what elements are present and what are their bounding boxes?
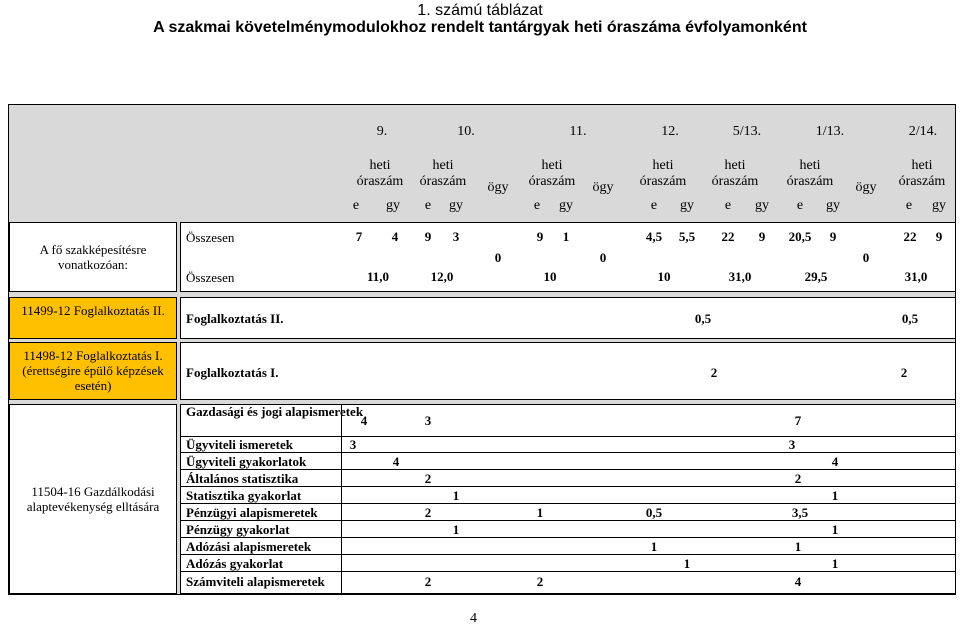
subject-hours: 2 xyxy=(900,365,908,380)
col-heti-oraszam: heti óraszám xyxy=(528,158,576,189)
col-gy: gy xyxy=(449,198,463,213)
year-5-13: 5/13. xyxy=(732,124,762,139)
col-e: e xyxy=(352,198,360,213)
row-divider xyxy=(180,571,956,572)
module-values-cell xyxy=(180,342,956,400)
module-values-cell xyxy=(180,297,956,339)
subject-hours: 2 xyxy=(794,471,802,486)
summary-value: 1 xyxy=(562,229,570,244)
row-divider xyxy=(180,554,956,555)
col-heti-oraszam: heti óraszám xyxy=(898,158,946,189)
year-11: 11. xyxy=(569,124,587,139)
row-divider xyxy=(180,469,956,470)
summary-label: A fő szakképesítésre vonatkozóan: xyxy=(39,242,147,272)
col-e: e xyxy=(724,198,732,213)
subject-hours: 1 xyxy=(831,488,839,503)
subject-hours: 1 xyxy=(536,505,544,520)
summary-value: 4,5 xyxy=(645,229,663,244)
subject-name: Foglalkoztatás II. xyxy=(186,311,284,326)
subject-hours: 4 xyxy=(794,574,802,589)
col-ogy: ögy xyxy=(487,180,509,195)
row-divider xyxy=(180,452,956,453)
subject-hours: 2 xyxy=(424,471,432,486)
table-caption: 1. számú táblázat xyxy=(417,2,543,19)
subject-hours: 4 xyxy=(831,454,839,469)
row-divider xyxy=(180,503,956,504)
page-number: 4 xyxy=(470,611,477,626)
summary-value: 5,5 xyxy=(678,229,696,244)
subject-hours: 3 xyxy=(424,413,432,428)
summary-value: 22 xyxy=(721,229,735,244)
col-gy: gy xyxy=(386,198,400,213)
summary-total: 31,0 xyxy=(728,269,752,284)
year-12: 12. xyxy=(661,124,679,139)
summary-total: 31,0 xyxy=(904,269,928,284)
summary-value: 7 xyxy=(355,229,363,244)
summary-ogy-zero: 0 xyxy=(599,250,607,265)
col-e: e xyxy=(650,198,658,213)
col-ogy: ögy xyxy=(592,180,614,195)
subject-hours: 3,5 xyxy=(791,505,809,520)
subject-hours: 2 xyxy=(536,574,544,589)
subject-hours: 1 xyxy=(831,556,839,571)
subject-hours: 3 xyxy=(788,437,796,452)
subject-name: Általános statisztika xyxy=(186,471,299,486)
subject-hours: 4 xyxy=(392,454,400,469)
col-gy: gy xyxy=(826,198,840,213)
subject-hours: 4 xyxy=(360,413,368,428)
summary-total: 29,5 xyxy=(804,269,828,284)
summary-value: 22 xyxy=(903,229,917,244)
subject-hours: 1 xyxy=(452,488,460,503)
col-divider xyxy=(341,404,342,594)
summary-value: 9 xyxy=(829,229,837,244)
summary-ogy-zero: 0 xyxy=(494,250,502,265)
summary-ogy-zero: 0 xyxy=(862,250,870,265)
subject-name: Ügyviteli gyakorlatok xyxy=(186,454,307,469)
col-heti-oraszam: heti óraszám xyxy=(711,158,759,189)
subject-hours: 7 xyxy=(794,413,802,428)
summary-total: 12,0 xyxy=(430,269,454,284)
row-divider xyxy=(180,486,956,487)
col-gy: gy xyxy=(932,198,946,213)
subject-name: Gazdasági és jogi alapismeretek xyxy=(186,404,364,419)
row-divider xyxy=(180,520,956,521)
col-gy: gy xyxy=(559,198,573,213)
summary-value: 9 xyxy=(935,229,943,244)
subject-hours: 0,5 xyxy=(645,505,663,520)
subject-name: Adózási alapismeretek xyxy=(186,539,312,554)
subject-hours: 2 xyxy=(424,505,432,520)
col-heti-oraszam: heti óraszám xyxy=(356,158,404,189)
subject-hours: 0,5 xyxy=(901,311,919,326)
col-ogy: ögy xyxy=(855,180,877,195)
subject-hours: 1 xyxy=(831,522,839,537)
module-code: 11498-12 Foglalkoztatás I. (érettségire épülő képzések esetén) xyxy=(22,348,164,393)
year-10: 10. xyxy=(457,124,475,139)
subject-name: Számviteli alapismeretek xyxy=(186,574,325,589)
summary-total: 11,0 xyxy=(366,269,390,284)
table-title: A szakmai követelménymodulokhoz rendelt tantárgyak heti óraszáma évfolyamonként xyxy=(153,19,807,36)
col-e: e xyxy=(905,198,913,213)
subject-hours: 1 xyxy=(794,539,802,554)
subject-hours: 1 xyxy=(683,556,691,571)
summary-total: 10 xyxy=(543,269,557,284)
summary-value: 9 xyxy=(424,229,432,244)
summary-value: 9 xyxy=(758,229,766,244)
col-heti-oraszam: heti óraszám xyxy=(786,158,834,189)
summary-value: 9 xyxy=(536,229,544,244)
subject-hours: 3 xyxy=(349,437,357,452)
row-divider xyxy=(180,537,956,538)
summary-value: 4 xyxy=(391,229,399,244)
subject-name: Adózás gyakorlat xyxy=(186,556,284,571)
summary-row1-label: Összesen xyxy=(186,230,235,245)
summary-row2-label: Összesen xyxy=(186,270,235,285)
col-e: e xyxy=(424,198,432,213)
summary-total: 10 xyxy=(657,269,671,284)
subject-name: Statisztika gyakorlat xyxy=(186,488,302,503)
subject-hours: 1 xyxy=(650,539,658,554)
subject-hours: 1 xyxy=(452,522,460,537)
col-gy: gy xyxy=(755,198,769,213)
subject-name: Ügyviteli ismeretek xyxy=(186,437,293,452)
col-gy: gy xyxy=(680,198,694,213)
col-heti-oraszam: heti óraszám xyxy=(639,158,687,189)
module-code: 11504-16 Gazdálkodási alaptevékenység elltására xyxy=(26,484,160,514)
year-1-13: 1/13. xyxy=(815,124,845,139)
year-9: 9. xyxy=(376,124,388,139)
subject-hours: 0,5 xyxy=(694,311,712,326)
col-e: e xyxy=(533,198,541,213)
col-e: e xyxy=(796,198,804,213)
subject-name: Pénzügy gyakorlat xyxy=(186,522,290,537)
subject-name: Foglalkoztatás I. xyxy=(186,365,279,380)
subject-hours: 2 xyxy=(424,574,432,589)
summary-value: 3 xyxy=(452,229,460,244)
col-heti-oraszam: heti óraszám xyxy=(419,158,467,189)
subject-name: Pénzügyi alapismeretek xyxy=(186,505,318,520)
row-divider xyxy=(180,436,956,437)
subject-hours: 2 xyxy=(710,365,718,380)
summary-value: 20,5 xyxy=(788,229,812,244)
module-code: 11499-12 Foglalkoztatás II. xyxy=(21,303,165,318)
year-2-14: 2/14. xyxy=(908,124,938,139)
